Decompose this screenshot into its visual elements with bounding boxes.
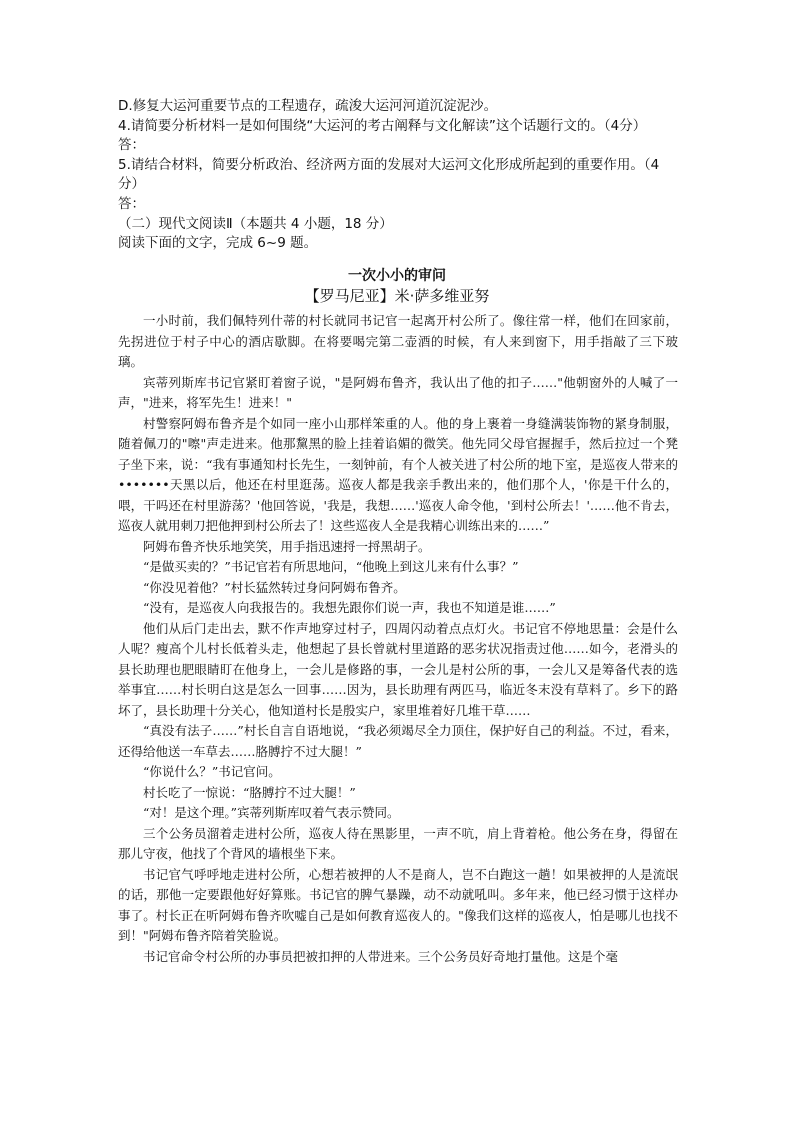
paragraph: “你没见着他？”村长猛然转过身问阿姆布鲁齐。 [143,579,406,595]
answer-label: 答： [118,137,145,154]
paragraph: 他们从后门走出去，默不作声地穿过村子，四周闪动着点点灯火。书记官不停地思量：会是什么人呢？瘦高个儿村长低着头走，他想起了县长曾就村里道路的恶劣状况指责过他……如今，老滑头的县长助理也肥眼睛盯在他身上，一会儿是修路的事，一会儿是村公所的事，一会儿又是筹备代表的选举事宜……村长明白这是怎么一回事……因为，县长助理有两匹马，临近冬末没有草料了。乡下的路坏了，县长助理十分关心，他知道村长是殷实户，家里堆着好几堆干草…… [118,620,678,718]
question-5: 5.请结合材料，简要分析政治、经济两方面的发展对大运河文化形成所起到的重要作用。（4 [118,156,660,173]
paragraph: 村警察阿姆布鲁齐是个如同一座小山那样笨重的人。他的身上裹着一身缝满装饰物的紧身制服，随着佩刀的"嚓"声走进来。他那黧黑的脸上挂着谄媚的微笑。他先同父母官握握手，然后拉过一个凳子坐下来，说：“我有事通知村长先生，一刻钟前，有个人被关进了村公所的地下室，是巡夜人带来的•••••••天黑以后，他还在村里逛荡。巡夜人都是我亲手教出来的，他们那个人，'你是干什么的，喂，干吗还在村里游荡？'他回答说，'我是，我想……'巡夜人命令他，'到村公所去！'……他不肯去，巡夜人就用刺刀把他押到村公所去了！这些巡夜人全是我精心训练出来的……” [118,415,678,533]
section-heading: （二）现代文阅读Ⅱ（本题共 4 小题，18 分） [118,215,393,232]
paragraph: “你说什么？”书记官问。 [143,764,281,779]
paragraph: 宾蒂列斯库书记官紧盯着窗子说，"是阿姆布鲁齐，我认出了他的扣子……"他朝窗外的人喊了一声，"进来，将军先生！进来！" [118,374,678,410]
answer-label: 答： [118,195,145,212]
story-body [118,311,678,967]
question-4: 4.请简要分析材料一是如何围绕“大运河的考古阐释与文化解读”这个话题行文的。（4分） [118,117,647,134]
section-instruction: 阅读下面的文字，完成 6~9 题。 [118,235,318,252]
story-author: 【罗马尼亚】米·萨多维亚努 [304,287,490,305]
paragraph: “对！是这个理。”宾蒂列斯库叹着气表示赞同。 [143,805,400,820]
paragraph: 书记官气呼呼地走进村公所，心想若被押的人不是商人，岂不白跑这一趟！如果被押的人是流氓的话，那他一定要跟他好好算账。书记官的脾气暴躁，动不动就吼叫。多年来，他已经习惯于这样办事了。村长正在听阿姆布鲁齐吹嘘自己是如何教育巡夜人的。"像我们这样的巡夜人，怕是哪儿也找不到！"阿姆布鲁齐陪着笑脸说。 [118,866,678,943]
paragraph: 一小时前，我们佩特列什蒂的村长就同书记官一起离开村公所了。像往常一样，他们在回家前，先拐进位于村子中心的酒店歇脚。在将要喝完第二壶酒的时候，有人来到窗下，用手指敲了三下玻璃。 [118,313,678,369]
paragraph: “没有，是巡夜人向我报告的。我想先跟你们说一声，我也不知道是谁……” [143,600,556,615]
paragraph: “真没有法子……”村长自言自语地说，“我必须竭尽全力顶住，保护好自己的利益。不过，看来，还得给他送一车草去……胳膊拧不过大腿！” [118,723,678,759]
question-block [118,97,680,254]
paragraph: 村长吃了一惊说：“胳膊拧不过大腿！” [143,784,356,800]
paragraph: 阿姆布鲁齐快乐地笑笑，用手指迅速捋一捋黑胡子。 [143,538,431,554]
paragraph: 三个公务员溜着走进村公所，巡夜人待在黑影里，一声不吭，肩上背着枪。他公务在身，得留在那儿守夜，他找了个背风的墙根坐下来。 [118,825,678,861]
paragraph: 书记官命令村公所的办事员把被扣押的人带进来。三个公务员好奇地打量他。这是个毫 [143,948,619,964]
option-d: D.修复大运河重要节点的工程遗存，疏浚大运河河道沉淀泥沙。 [118,98,498,114]
story-title: 一次小小的审问 [348,268,446,284]
paragraph: “是做买卖的？”书记官若有所思地问，“他晚上到这儿来有什么事？” [143,559,519,574]
question-5-cont: 分） [118,176,145,193]
